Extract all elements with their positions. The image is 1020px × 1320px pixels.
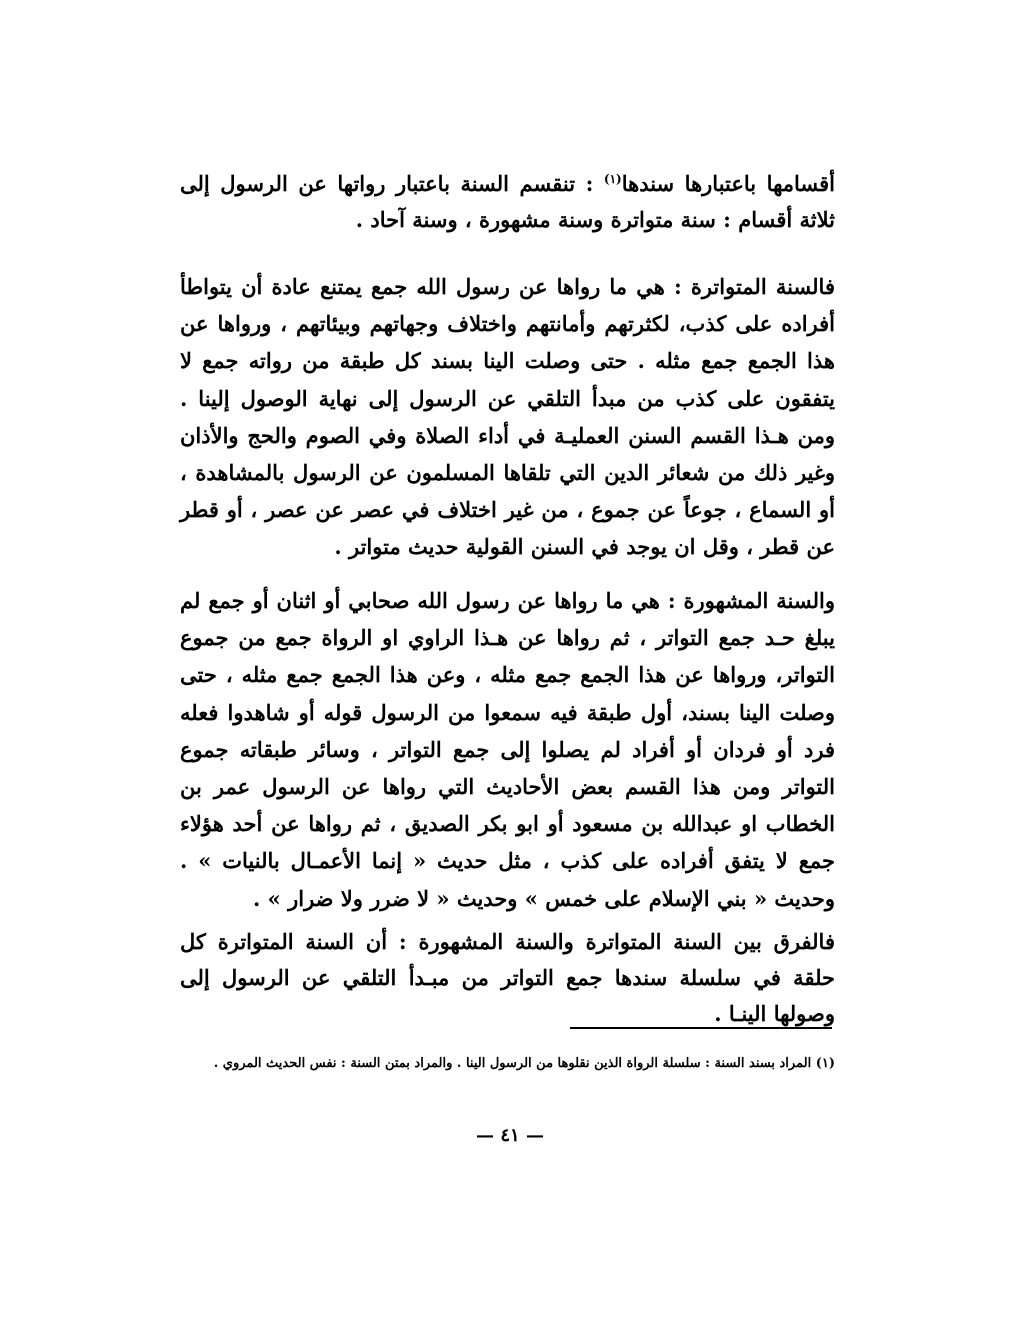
paragraph-body: : تنقسم السنة باعتبار رواتها عن الرسول إلى ثلاثة أقسام : سنة متواترة وسنة مشهورة ، وسنة آحاد . <box>180 171 835 232</box>
paragraph-mutawatir <box>180 268 835 566</box>
footnote-reference: (١) <box>603 172 622 186</box>
paragraph-mashhur <box>180 582 835 917</box>
paragraph-body: أن السنة المتواترة كل حلقة في سلسلة سندها جمع التواتر من مبـدأ التلقي عن الرسول إلى وصولها الينـا . <box>180 929 835 1026</box>
paragraph-difference <box>180 924 835 1032</box>
page-number: — ٤١ — <box>476 1125 544 1146</box>
paragraph-heading: فالفرق بين السنة المتواترة والسنة المشهورة : <box>398 929 835 954</box>
paragraph-divisions <box>180 166 835 238</box>
paragraph-body: هي ما رواها عن رسول الله جمع يمتنع عادة أن يتواطأ أفراده على كذب، لكثرتهم وأمانتهم واختلاف وجهاتهم وبيئاتهم ، ورواها عن هذا الجمع جمع مثله . حتى وصلت الينا بسند كل طبقة من رواته جمع لا يتفقون على كذب من مبدأ التلقي عن الرسول إلى نهاية الوصول إلينا . ومن هـذا القسم السنن العمليـة في أداء الصلاة وفي الصوم والحج والأذان وغير ذلك من شعائر الدين التي تلقاها المسلمون عن الرسول بالمشاهدة ، أو السماع ، جوعاً عن جموع ، من غير اختلاف في عصر عن عصر ، أو قطر عن قطر ، وقل ان يوجد في السنن القولية حديث متواتر . <box>180 274 835 560</box>
paragraph-heading: فالسنة المتواترة : <box>673 274 835 299</box>
paragraph-heading: والسنة المشهورة : <box>667 588 835 613</box>
paragraph-heading: أقسامها باعتبارها سندها <box>621 171 836 196</box>
footnote-separator <box>570 1027 832 1029</box>
paragraph-body: هي ما رواها عن رسول الله صحابي أو اثنان أو جمع لم يبلغ حـد جمع التواتر ، ثم رواها عن هـذا الراوي او الرواة جمع من جموع التواتر، ورواها عن هذا الجمع جمع مثله ، وعن هذا الجمع جمع مثله ، حتى وصلت الينا بسند، أول طبقة فيه سمعوا من الرسول قوله أو شاهدوا فعله فرد أو فردان أو أفراد لم يصلوا إلى جمع التواتر ، وسائر طبقاته جموع التواتر ومن هذا القسم بعض الأحاديث التي رواها عن الرسول عمر بن الخطاب او عبدالله بن مسعود أو ابو بكر الصديق ، ثم رواها عن أحد هؤلاء جمع لا يتفق أفراده على كذب ، مثل حديث « إنما الأعمـال بالنيات » . وحديث « بني الإسلام على خمس » وحديث « لا ضرر ولا ضرار » . <box>180 588 835 911</box>
footnote: (١) المراد بسند السنة : سلسلة الرواة الذين نقلوها من الرسول الينا . والمراد بمتن السنة : نفس الحديث المروي . <box>213 1056 835 1071</box>
